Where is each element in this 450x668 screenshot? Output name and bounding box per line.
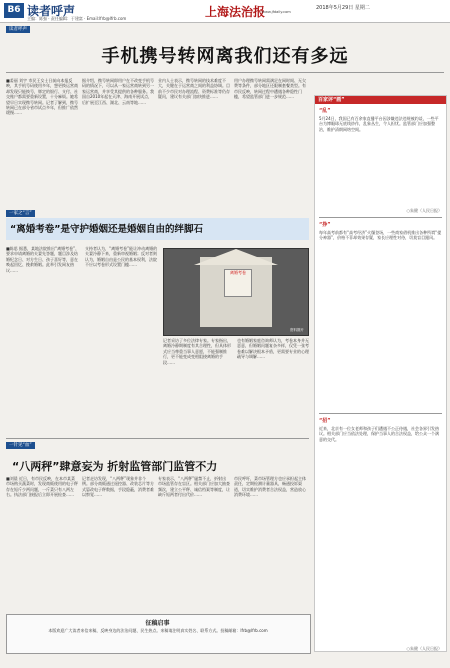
- section-logo: B6: [4, 3, 24, 18]
- main-headline: 手机携号转网离我们还有多远: [101, 46, 349, 67]
- top-article-col1: ■姜丽 刘宇 市民王女士日前向本报反映，其手机号码使用多年，想更换运营商却发现只能换号，绑定的银行、支付、社交账户都需要重新设置，十分麻烦。她希望早日实现携号转网。记者了解到，携号转网已在部分省市试点多年，但推广依然缓慢……: [6, 78, 78, 116]
- photo-sign: 离婚考卷: [224, 269, 252, 297]
- bottom-article-col2: 记者走访发现，“八两秤”现象并非个例。部分商贩通过遥控器、改装芯片等方式篡改电子秤数据，手段隐蔽，消费者难以察觉……: [82, 476, 154, 498]
- sidebar-heading-b: “挣”: [319, 222, 331, 228]
- middle-article-col3: 记者采访了多位法律专家。专家指出，离婚冷静期制度有其合理性，但具体形式应当尊重当事人意愿，不能强制推行，更不能变成变相阻挠离婚的手段……: [163, 338, 231, 365]
- bottom-section-tag: 一针见“血”: [6, 442, 35, 449]
- sidebar-heading-c: “招”: [319, 418, 331, 424]
- sidebar-author-c: ○朱健（人民日报）: [406, 646, 442, 651]
- middle-article-col2: 支持者认为，“离婚考卷”能让冲动离婚的夫妻冷静下来，重新审视婚姻；反对者则认为，婚姻自由是公民的基本权利，法院不应以考卷形式设置门槛……: [85, 246, 158, 268]
- submission-notice-title: 征稿启事: [145, 620, 170, 627]
- divider: [6, 438, 309, 439]
- sidebar-heading-a: “乱”: [319, 108, 331, 114]
- sidebar-body-c: 近来，北京有一位女老师和孩子们遭遇不公正待遇，社会各界引发热议。相关部门应当依法处理，保护当事人的合法权益，给公众一个满意的交代。: [319, 426, 439, 442]
- bottom-article-col3: 专家表示，“八两秤”屡禁不止，折射出市场监管存在盲区。相关部门应加大抽查频次，建立公平秤、诚信档案等制度，让缺斤短两者付出代价……: [158, 476, 230, 498]
- bottom-article-col4: 市民呼吁，菜市场管理方也应承担起主体责任，定期检测计量器具，畅通投诉渠道，切实维护消费者合法权益，营造放心消费环境……: [234, 476, 306, 498]
- editor-meta: 主编：陈强 · 责任编辑：于建富 · Email:lfrb@lfrb.com: [27, 16, 127, 21]
- top-article-col2: 据介绍，携号转网即用户在不改变手机号码的情况下，可以从一家运营商转到另一家运营商，并享受其提供的各种服务。我国自2010年起在天津、海南开展试点，后扩展至江西、湖北、云南等地……: [82, 78, 154, 105]
- middle-article-col1: ■陈思 据悉，某地法院推出“离婚考卷”，要求申请离婚的夫妻先答题，题目涉及结婚纪念日、对方生日、孩子喜好等，意在唤起回忆、挽救婚姻。此举引发网友热议……: [6, 246, 80, 273]
- top-section-tag: 读者呼声: [6, 26, 30, 33]
- middle-section-tag: 一家之“言”: [6, 210, 35, 217]
- paper-url[interactable]: www.jfdaily.com: [262, 10, 291, 14]
- photo-caption: 资料图片: [290, 328, 304, 332]
- issue-date: 2018年5月29日 星期二: [316, 5, 370, 11]
- article-photo: [163, 248, 309, 336]
- paper-name: 上海法治报: [205, 5, 266, 19]
- middle-headline: “离婚考卷”是守护婚姻还是婚姻自由的绊脚石: [10, 224, 203, 235]
- roof-shape: [194, 249, 278, 265]
- section-name: 读者呼声: [27, 4, 76, 18]
- sidebar-commentary: [314, 95, 447, 652]
- top-article-col3: 业内人士表示，携号转网的技术难度不大，关键在于运营商之间的利益协调。目前不少市民对办理流程、资费标准等仍存疑问，建议有关部门加快推进……: [158, 78, 230, 100]
- bottom-headline: “八两秤”肆意妄为 折射监管部门监管不力: [12, 460, 218, 473]
- middle-article-col4: 也有婚姻家庭咨询师认为，考卷本身并无恶意，但婚姻问题复杂多样，仅凭一张考卷难以解决根本矛盾，更需要专业的心理疏导与调解……: [237, 338, 309, 360]
- sidebar-body-a: 5月24日，我国已有百余家直播平台因涉嫌违法违规被约谈，一些平台为博眼球无底线炒作，乱象丛生，令人担忧。监管部门应加强整治，维护清朗网络空间。: [319, 116, 439, 132]
- sidebar-body-b: 每年高考前都有“高考经济”火爆登场，一些商家借机推出各种所谓“提分神器”，价格不菲却效果存疑，家长应理性对待，切莫盲目跟风。: [319, 230, 442, 241]
- sidebar-tag: 百家评“画”: [315, 96, 446, 104]
- bottom-article-col1: ■刘晨 近日，有市民反映，在本市某菜市场购买蔬菜时，发现商贩使用的电子秤存在短斤少两问题，一斤菜只有八两左右。执法部门接报后立即开展检查……: [6, 476, 78, 498]
- divider: [6, 72, 444, 73]
- submission-notice-text: 本版欢迎广大读者来信来稿，反映身边的法治问题、民生热点。来稿请注明真实姓名、联系方式。投稿邮箱：lfrb@lfrb.com: [48, 628, 268, 633]
- sidebar-author-a: ○朱健（人民日报）: [406, 208, 442, 213]
- sidebar-divider: [319, 413, 442, 414]
- sidebar-divider: [319, 217, 442, 218]
- top-article-col4: 用户办理携号转网需满足在网时间、无欠费等条件，部分地区还限制套餐类型。有市民反映，转网过程中遭遇各种隐性门槛，希望监管部门进一步规范……: [234, 78, 306, 100]
